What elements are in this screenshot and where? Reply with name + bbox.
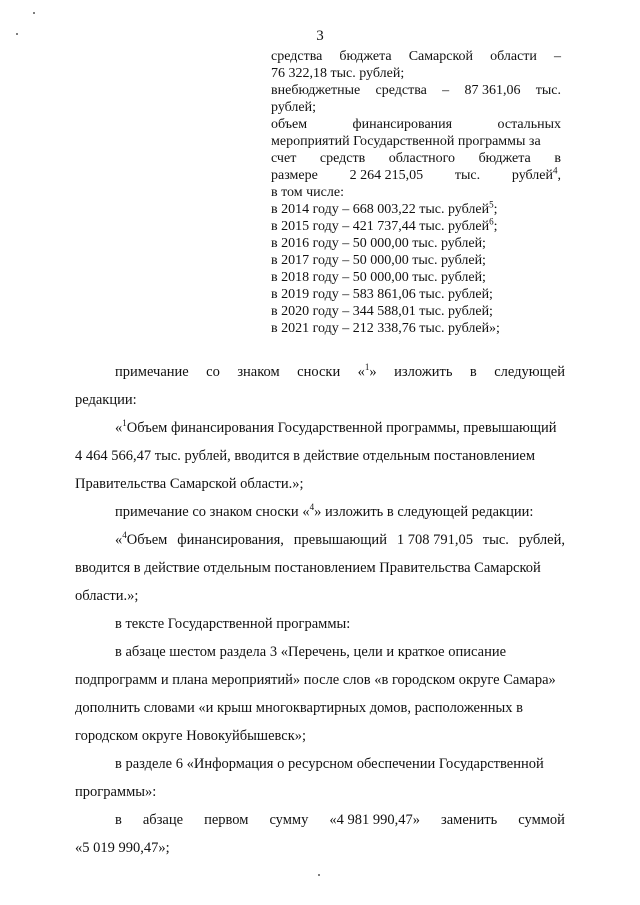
footnote-mark: 5 [489,199,494,210]
text-line: счет средств областного бюджета в [271,151,561,166]
paragraph-line: «5 019 990,47»; [75,840,170,856]
paragraph-line: «$^4$Объем финансирования, превышающий 1 708 791,05 тыс. рублей, [115,530,565,548]
footnote-mark: 4 [553,165,558,176]
funding-block [271,48,561,337]
paragraph-line: в абзаце шестом раздела 3 «Перечень, цели и краткое описание [115,644,507,660]
footnote-mark: 4 [122,530,127,541]
footnote-mark: 1 [122,418,127,429]
footnote-mark: 4 [309,502,315,513]
year-2020-line: в 2020 году – 344 588,01 тыс. рублей; [271,304,493,319]
paragraph-line: подпрограмм и плана мероприятий» после слов «в городском округе Самара» [75,672,556,688]
paragraph-line: в абзаце первом сумму «4 981 990,47» заменить суммой [115,812,565,828]
text-line: средства бюджета Самарской области – [271,49,561,64]
paragraph-line: городском округе Новокуйбышевск»; [75,728,307,744]
paragraph-line: вводится в действие отдельным постановлением Правительства Самарской [75,560,541,576]
document-body [75,358,565,862]
year-2017-line: в 2017 году – 50 000,00 тыс. рублей; [271,253,486,268]
footnote-mark: 1 [364,362,370,373]
page-number: 3 [316,28,324,44]
text-line: размере 2 264 215,05 тыс. рублей$^4$, [271,165,561,183]
paragraph-line: «$^1$Объем финансирования Государственной программы, превышающий [115,418,557,436]
year-2019-line: в 2019 году – 583 861,06 тыс. рублей; [271,287,493,302]
year-2018-line: в 2018 году – 50 000,00 тыс. рублей; [271,270,486,285]
paragraph-line: примечание со знаком сноски «$^4$» изложить в следующей редакции: [115,502,534,520]
paragraph-line: Правительства Самарской области.»; [75,476,304,492]
text-line: рублей; [271,100,316,115]
scan-speck [318,874,320,876]
year-2015-line: в 2015 году – 421 737,44 тыс. рублей$^6$; [271,216,498,234]
year-2014-line: в 2014 году – 668 003,22 тыс. рублей$^5$; [271,199,498,217]
scan-speck [33,12,35,14]
footnote-mark: 6 [489,216,494,227]
paragraph-line: области.»; [75,588,139,604]
year-2016-line: в 2016 году – 50 000,00 тыс. рублей; [271,236,486,251]
text-line: объем финансирования остальных [271,117,561,132]
year-2021-line: в 2021 году – 212 338,76 тыс. рублей»; [271,321,500,336]
paragraph-line: программы»: [75,784,157,800]
text-line: 76 322,18 тыс. рублей; [271,66,405,81]
paragraph-line: дополнить словами «и крыш многоквартирных домов, расположенных в [75,700,523,716]
paragraph-line: 4 464 566,47 тыс. рублей, вводится в действие отдельным постановлением [75,448,536,464]
text-line: мероприятий Государственной программы за [271,134,541,149]
text-line: внебюджетные средства – 87 361,06 тыс. [271,83,561,98]
paragraph-line: в разделе 6 «Информация о ресурсном обеспечении Государственной [115,756,544,772]
text-line: в том числе: [271,185,344,200]
paragraph-line: в тексте Государственной программы: [115,616,351,632]
paragraph-line: редакции: [75,392,137,408]
paragraph-line: примечание со знаком сноски «$^1$» изложить в следующей [115,362,565,380]
